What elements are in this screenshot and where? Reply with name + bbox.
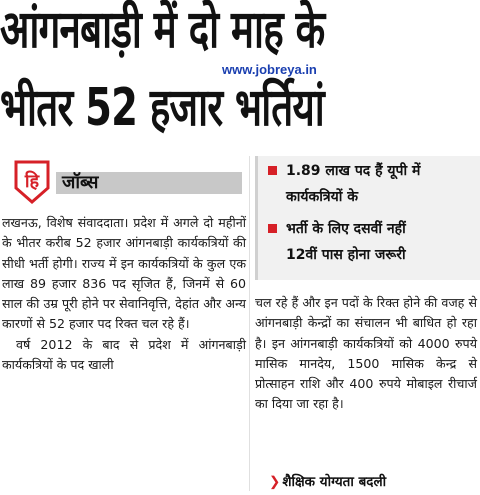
article-paragraph: चल रहे हैं और इन पदों के रिक्त होने की वजह से आंगनबाड़ी केन्द्रों का संचालन भी बाधित हो रहा है। इन आंगनबाड़ी कार्यकत्रियों को 4000 रुपये मासिक मानदेय, 1500 मासिक केन्द्र से प्रोत्साहन राशि और 400 रुपये मोबाइल रीचार्ज का दिया जा रहा है। [255, 295, 477, 412]
article-paragraph: वर्ष 2012 के बाद से प्रदेश में आंगनबाड़ी कार्यकत्रियों के पद खाली [2, 336, 246, 373]
highlights-box: 1.89 लाख पद हैं यूपी में कार्यकत्रियों के भर्ती के लिए दसवीं नहीं 12वीं पास होना जरूरी [255, 156, 480, 280]
chevron-right-icon: ❯ [269, 474, 281, 490]
section-label: जॉब्स [62, 172, 99, 193]
logo-letter: हि [24, 171, 40, 192]
article-column-left [2, 213, 246, 375]
subheading-text: शैक्षिक योग्यता बदली [282, 474, 387, 490]
hindustan-logo-icon [14, 160, 50, 204]
headline-line-2: भीतर 52 हजार भर्तियां [0, 78, 325, 138]
column-divider [249, 156, 250, 491]
bullet-icon [268, 224, 277, 233]
headline-line-1: आंगनबाड़ी में दो माह के [0, 0, 325, 60]
article-paragraph: लखनऊ, विशेष संवाददाता। प्रदेश में अगले दो महीनों के भीतर करीब 52 हजार आंगनबाड़ी कार्यकत्रियों की सीधी भर्ती होगी। राज्य में इन कार्यकत्रियों के कुल एक लाख 89 हजार 836 पद सृजित हैं, जिनमें से 60 साल की उम्र पूरी होने पर सेवानिवृत्ति, देहांत और अन्य कारणों से 52 हजार पद रिक्त चल रहे हैं। [2, 215, 246, 332]
article-column-right [255, 293, 477, 415]
source-url[interactable]: www.jobreya.in [222, 62, 317, 77]
section-logo [14, 160, 50, 204]
subheading [269, 472, 386, 490]
bullet-icon [268, 166, 277, 175]
